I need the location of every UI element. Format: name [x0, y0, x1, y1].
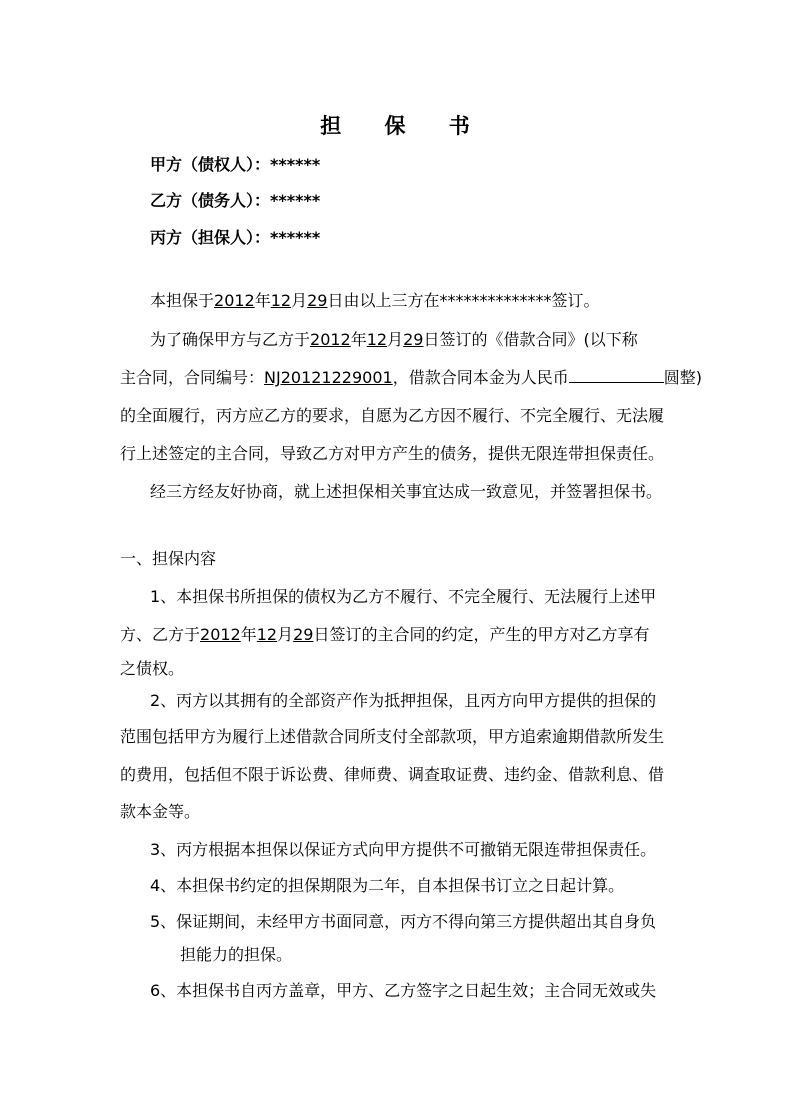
party-guarantor: [150, 225, 320, 248]
month-char: 月: [387, 330, 404, 349]
contract-year: 2012: [310, 330, 351, 349]
intro-text: 日签订的《借款合同》(以下称: [423, 330, 638, 349]
clause-5-line-1: 5、保证期间，未经甲方书面同意，丙方不得向第三方提供超出其自身负: [150, 912, 657, 931]
intro-line-3: [120, 365, 702, 388]
clause-3: 3、丙方根据本担保以保证方式向甲方提供不可撤销无限连带担保责任。: [150, 840, 657, 859]
document-title: 担 保 书: [320, 113, 488, 138]
party-debtor: [150, 188, 320, 211]
intro-text: 本担保于: [150, 291, 215, 310]
section-heading: 一、担保内容: [120, 549, 217, 568]
clause-1-line-1: 1、本担保书所担保的债权为乙方不履行、不完全履行、无法履行上述甲: [150, 587, 657, 606]
year-char: 年: [350, 330, 367, 349]
signing-month: 12: [270, 291, 292, 310]
clause-5-line-2: 担能力的担保。: [180, 945, 293, 964]
signing-year: 2012: [214, 291, 255, 310]
year-char: 年: [240, 625, 257, 644]
intro-line-6: 经三方经友好协商，就上述担保相关事宜达成一致意见，并签署担保书。: [150, 482, 663, 501]
intro-text: 主合同，合同编号：: [120, 368, 265, 387]
clause-month: 12: [256, 625, 278, 644]
intro-text: 圆整): [663, 368, 702, 387]
contract-day: 29: [403, 330, 424, 349]
party-guarantor-value: ******: [270, 228, 321, 247]
party-creditor: [150, 152, 320, 175]
party-debtor-value: ******: [270, 191, 321, 210]
year-char: 年: [254, 291, 271, 310]
intro-line-4: 的全面履行，丙方应乙方的要求，自愿为乙方因不履行、不完全履行、无法履: [120, 406, 665, 425]
clause-4: 4、本担保书约定的担保期限为二年，自本担保书订立之日起计算。: [150, 876, 625, 895]
clause-text: 日签订的主合同的约定，产生的甲方对乙方享有: [313, 625, 650, 644]
intro-text: 为了确保甲方与乙方于: [150, 330, 311, 349]
party-creditor-value: ******: [270, 155, 321, 174]
intro-line-1: [150, 288, 600, 311]
clause-1-line-2: [120, 622, 650, 645]
clause-2-line-1: 2、丙方以其拥有的全部资产作为抵押担保，且丙方向甲方提供的担保的: [150, 691, 657, 710]
month-char: 月: [291, 291, 308, 310]
party-guarantor-label: 丙方（担保人）：: [150, 228, 271, 247]
signing-day: 29: [307, 291, 328, 310]
contract-number: NJ20121229001: [264, 368, 393, 387]
clause-text: 方、乙方于: [120, 625, 201, 644]
clause-2-line-3: 的费用，包括但不限于诉讼费、律师费、调查取证费、违约金、借款利息、借: [120, 765, 665, 784]
intro-line-2: [150, 327, 638, 350]
clause-1-line-3: 之债权。: [120, 659, 185, 678]
intro-line-5: 行上述签定的主合同，导致乙方对甲方产生的债务，提供无限连带担保责任。: [120, 444, 665, 463]
clause-day: 29: [293, 625, 314, 644]
month-char: 月: [277, 625, 294, 644]
contract-month: 12: [366, 330, 388, 349]
clause-6-line-1: 6、本担保书自丙方盖章，甲方、乙方签字之日起生效；主合同无效或失: [150, 981, 657, 1000]
intro-text: 日由以上三方在**************签订。: [327, 291, 600, 310]
amount-blank: [569, 368, 664, 383]
clause-2-line-2: 范围包括甲方为履行上述借款合同所支付全部款项，甲方追索逾期借款所发生: [120, 727, 665, 746]
party-creditor-label: 甲方（债权人）：: [150, 155, 271, 174]
clause-2-line-4: 款本金等。: [120, 802, 201, 821]
intro-text: ，借款合同本金为人民币: [392, 368, 569, 387]
clause-year: 2012: [200, 625, 241, 644]
party-debtor-label: 乙方（债务人）：: [150, 191, 271, 210]
